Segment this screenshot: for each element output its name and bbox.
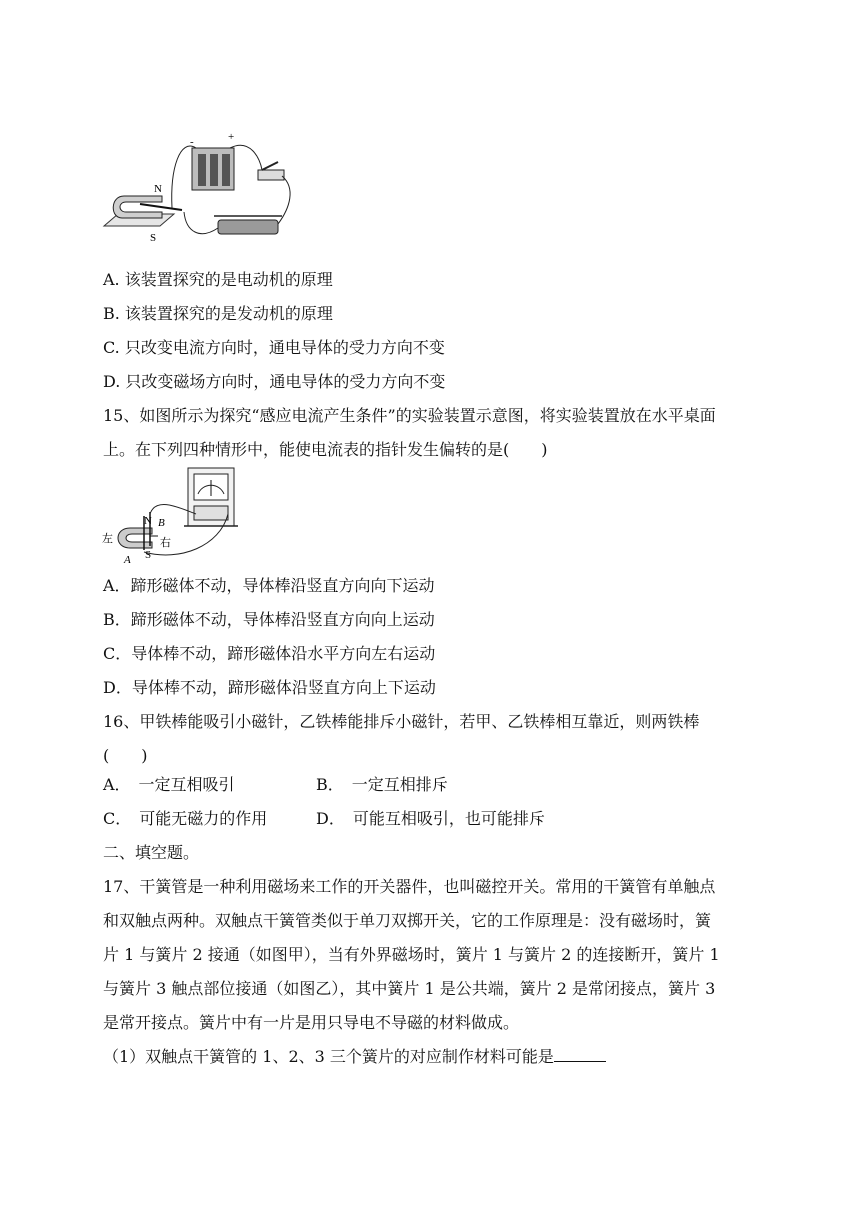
q16-option-a: A． 一定互相吸引 — [103, 775, 235, 794]
direction-right-label: 右 — [160, 537, 171, 549]
q17-text-line4: 与簧片 3 触点部位接通（如图乙），其中簧片 1 是公共端，簧片 2 是常闭接点，簧片 3 — [103, 979, 716, 998]
q17-text-line3: 片 1 与簧片 2 接通（如图甲），当有外界磁场时，簧片 1 与簧片 2 的连接断开，簧片 1 — [103, 945, 720, 964]
q17-subquestion-1 — [103, 1047, 606, 1067]
q16-option-d: D． 可能互相吸引，也可能排斥 — [316, 809, 545, 828]
magnet-s-label: S — [150, 232, 157, 244]
q16-text-line1: 16、甲铁棒能吸引小磁针，乙铁棒能排斥小磁针，若甲、乙铁棒相互靠近，则两铁棒 — [103, 712, 700, 731]
answer-blank[interactable] — [554, 1047, 606, 1062]
point-b-label: B — [158, 517, 165, 529]
q16-text-line2: ( ) — [103, 746, 148, 765]
q16-option-b: B． 一定互相排斥 — [316, 775, 448, 794]
point-a-label: A — [124, 554, 131, 566]
motor-apparatus-figure — [100, 128, 300, 252]
q14-option-a: A. 该装置探究的是电动机的原理 — [103, 270, 333, 289]
q17-subquestion-1-text: （1）双触点干簧管的 1、2、3 三个簧片的对应制作材料可能是 — [103, 1047, 554, 1066]
direction-left-label: 左 — [102, 533, 113, 545]
q15-option-d: D．导体棒不动，蹄形磁体沿竖直方向上下运动 — [103, 678, 436, 697]
q15-text-line1: 15、如图所示为探究“感应电流产生条件”的实验装置示意图，将实验装置放在水平桌面 — [103, 406, 716, 425]
q14-option-c: C. 只改变电流方向时，通电导体的受力方向不变 — [103, 338, 445, 357]
q16-option-c: C． 可能无磁力的作用 — [103, 809, 268, 828]
q15-option-b: B．蹄形磁体不动，导体棒沿竖直方向向上运动 — [103, 610, 435, 629]
q15-option-a: A．蹄形磁体不动，导体棒沿竖直方向向下运动 — [103, 576, 435, 595]
section-heading: 二、填空题。 — [103, 843, 200, 862]
q14-option-b: B. 该装置探究的是发动机的原理 — [103, 304, 333, 323]
q17-text-line5: 是常开接点。簧片中有一片是用只导电不导磁的材料做成。 — [103, 1013, 520, 1032]
battery-plus-label: + — [228, 131, 235, 143]
magnet-n-label: N — [154, 183, 162, 195]
magnet-s-label: S — [145, 549, 152, 561]
battery-minus-label: - — [190, 136, 194, 148]
q14-option-d: D. 只改变磁场方向时，通电导体的受力方向不变 — [103, 372, 446, 391]
q17-text-line2: 和双触点两种。双触点干簧管类似于单刀双掷开关，它的工作原理是：没有磁场时，簧 — [103, 911, 712, 930]
q15-option-c: C．导体棒不动，蹄形磁体沿水平方向左右运动 — [103, 644, 436, 663]
induction-apparatus-figure — [100, 466, 250, 566]
q15-text-line2: 上。在下列四种情形中，能使电流表的指针发生偏转的是( ) — [103, 440, 548, 459]
magnet-n-label: N — [144, 515, 152, 527]
q17-text-line1: 17、干簧管是一种利用磁场来工作的开关器件，也叫磁控开关。常用的干簧管有单触点 — [103, 877, 716, 896]
